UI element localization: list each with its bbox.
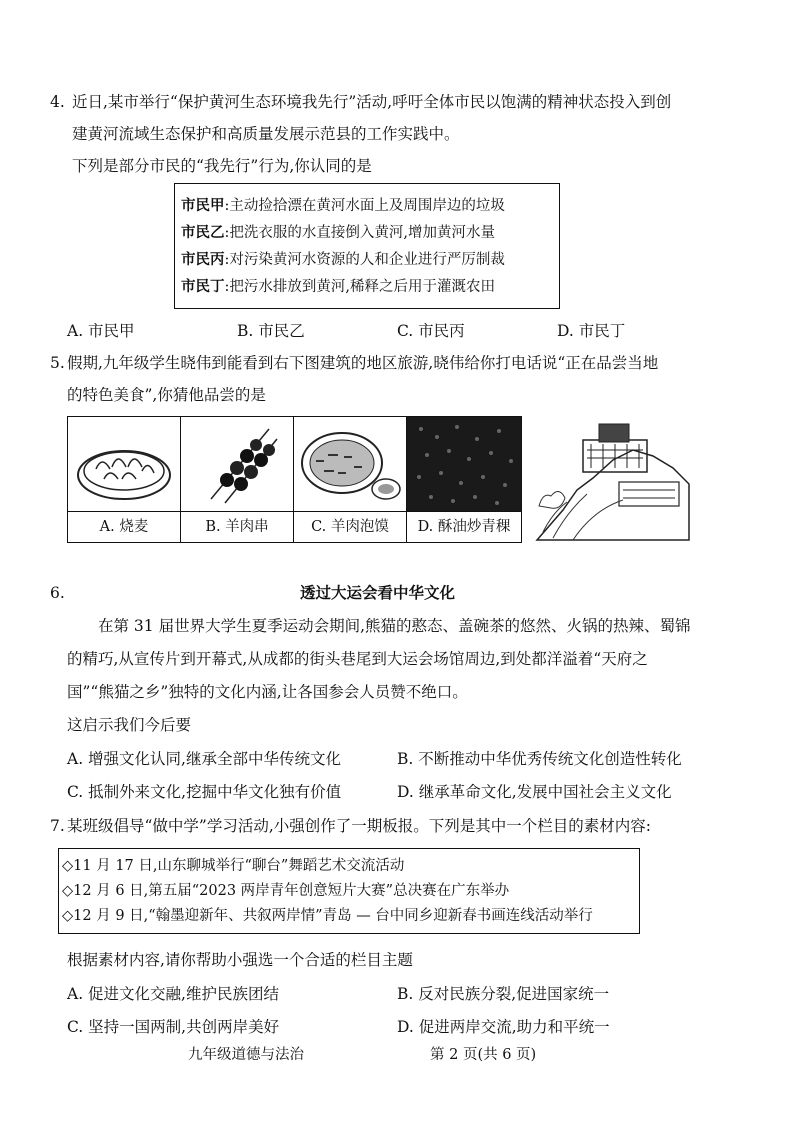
q6-question: 这启示我们今后要 [67,716,192,734]
q4-citizen-c [181,250,505,270]
q6-number: 6. [50,584,65,602]
q4-citizen-c-text: :对污染黄河水资源的人和企业进行严厉制裁 [224,252,505,268]
q5-building-image [533,410,693,545]
q7-material-3: ◇12 月 9 日,“翰墨迎新年、共叙两岸情”青岛 — 台中同乡迎新春书画连线活动举行 [62,908,593,924]
lamb-paomo-icon [294,417,406,511]
q7-material-1: ◇11 月 17 日,山东聊城举行“聊台”舞蹈艺术交流活动 [62,858,405,874]
q6-para-line2: 的精巧,从宣传片到开幕式,从成都的街头巷尾到大运会场馆周边,到处都洋溢着“天府之 [67,650,648,668]
lamb-skewer-icon [181,417,293,511]
q4-citizen-d-name: 市民丁 [181,279,225,295]
q4-citizen-b-text: :把洗衣服的水直接倒入黄河,增加黄河水量 [224,225,495,241]
q4-citizen-d [181,277,495,297]
shaomai-icon [68,417,180,511]
q5-stem-line1: 假期,九年级学生晓伟到能看到右下图建筑的地区旅游,晓伟给你打电话说“正在品尝当地 [67,354,659,372]
q6-option-b[interactable]: B. 不断推动中华优秀传统文化创造性转化 [397,750,682,768]
q4-citizen-a [181,196,505,216]
q7-option-b[interactable]: B. 反对民族分裂,促进国家统一 [397,985,610,1003]
q7-stem: 某班级倡导“做中学”学习活动,小强创作了一期板报。下列是其中一个栏目的素材内容: [67,817,652,835]
q6-para-line3: 国”“熊猫之乡”独特的文化内涵,让各国参会人员赞不绝口。 [67,683,468,701]
footer-subject: 九年级道德与法治 [188,1047,304,1063]
q4-option-d[interactable]: D. 市民丁 [557,322,626,340]
q7-option-d[interactable]: D. 促进两岸交流,助力和平统一 [397,1018,610,1036]
q5-food-b-image [181,417,294,512]
potala-palace-icon [533,410,693,545]
q6-para-line1: 在第 31 届世界大学生夏季运动会期间,熊猫的憨态、盖碗茶的悠然、火锅的热辣、蜀锦 [98,617,691,635]
q4-stem-line1: 近日,某市举行“保护黄河生态环境我先行”活动,呼吁全体市民以饱满的精神状态投入到创 [72,93,672,111]
butter-barley-icon [407,417,521,511]
q6-option-c[interactable]: C. 抵制外来文化,挖掘中华文化独有价值 [67,783,342,801]
q5-food-b-label[interactable]: B. 羊肉串 [181,512,294,543]
q4-citizen-d-text: :把污水排放到黄河,稀释之后用于灌溉农田 [224,279,495,295]
q7-option-a[interactable]: A. 促进文化交融,维护民族团结 [67,985,279,1003]
q4-citizen-b [181,223,495,243]
q4-citizen-a-name: 市民甲 [181,198,225,214]
q4-option-a[interactable]: A. 市民甲 [67,322,135,340]
q4-citizen-a-text: :主动捡拾漂在黄河水面上及周围岸边的垃圾 [224,198,505,214]
q5-food-d-label[interactable]: D. 酥油炒青稞 [407,512,522,543]
q5-number: 5. [50,354,65,372]
q4-citizen-b-name: 市民乙 [181,225,225,241]
q4-number: 4. [50,93,65,111]
q5-food-table [67,416,522,543]
q5-food-a-image [68,417,181,512]
q7-material-2: ◇12 月 6 日,第五届“2023 两岸青年创意短片大赛”总决赛在广东举办 [62,883,510,899]
q5-food-c-label[interactable]: C. 羊肉泡馍 [294,512,407,543]
q5-food-c-image [294,417,407,512]
q5-food-d-image [407,417,522,512]
q4-citizen-c-name: 市民丙 [181,252,225,268]
q7-option-c[interactable]: C. 坚持一国两制,共创两岸美好 [67,1018,280,1036]
q6-option-d[interactable]: D. 继承革命文化,发展中国社会主义文化 [397,783,672,801]
q4-question: 下列是部分市民的“我先行”行为,你认同的是 [72,157,372,175]
q6-title: 透过大运会看中华文化 [300,584,456,602]
q6-option-a[interactable]: A. 增强文化认同,继承全部中华传统文化 [67,750,341,768]
q4-stem-line2: 建黄河流域生态保护和高质量发展示范县的工作实践中。 [72,125,460,143]
q5-stem-line2: 的特色美食”,你猜他品尝的是 [67,386,266,404]
q5-food-a-label[interactable]: A. 烧麦 [68,512,181,543]
q7-number: 7. [50,817,65,835]
q4-option-c[interactable]: C. 市民丙 [397,322,465,340]
q7-question: 根据素材内容,请你帮助小强选一个合适的栏目主题 [67,951,413,969]
q4-option-b[interactable]: B. 市民乙 [237,322,305,340]
footer-page-number: 第 2 页(共 6 页) [430,1047,537,1063]
